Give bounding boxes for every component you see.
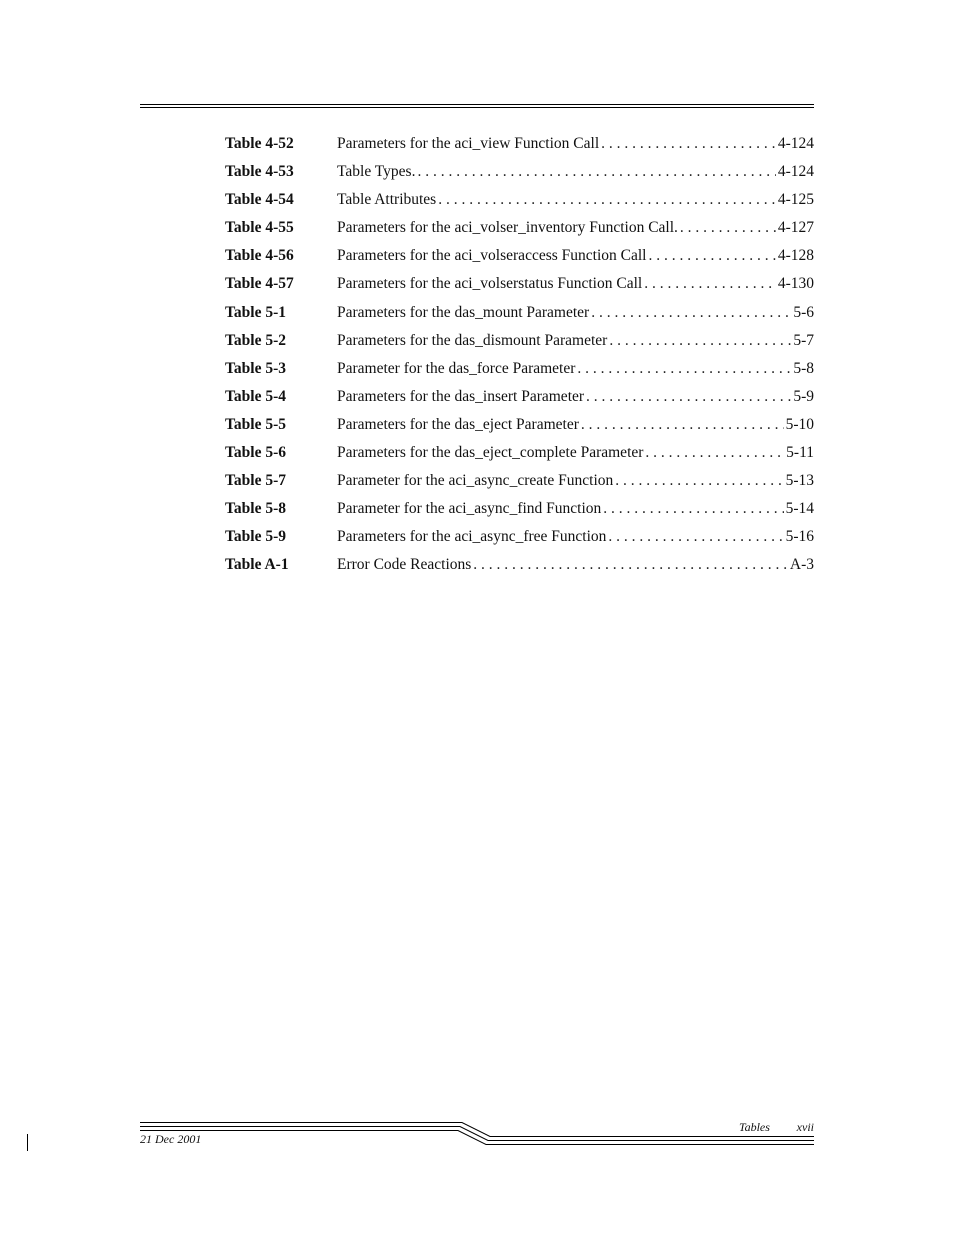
toc-entry[interactable]	[225, 274, 814, 302]
toc-entry-title-line	[337, 527, 814, 547]
toc-entry-page: 4-127	[777, 219, 814, 237]
toc-entry-page: A-3	[789, 556, 814, 574]
toc-entry-title-line	[337, 162, 814, 182]
toc-entry-title-line	[337, 555, 814, 575]
footer-section-name: Tables	[739, 1120, 770, 1134]
toc-entry-number: Table A-1	[225, 556, 289, 574]
toc-entry-title: Parameters for the aci_view Function Call	[337, 135, 600, 152]
toc-dot-leader	[603, 499, 783, 519]
toc-entry-title-line	[337, 134, 814, 154]
toc-entry-page: 5-9	[793, 387, 814, 405]
toc-entry-title: Parameters for the das_insert Parameter	[337, 387, 585, 405]
toc-entry[interactable]	[225, 134, 814, 162]
toc-entry[interactable]	[225, 162, 814, 190]
toc-entry-number: Table 5-3	[225, 359, 287, 377]
toc-entry-page: 5-7	[793, 331, 814, 349]
toc-entry[interactable]	[225, 359, 814, 387]
toc-entry-title-line	[337, 331, 814, 351]
toc-entry-page: 5-10	[785, 415, 814, 433]
toc-entry[interactable]	[225, 303, 814, 331]
toc-entry[interactable]	[225, 387, 814, 415]
toc-entry-title: Parameter for the aci_async_find Function	[337, 500, 602, 518]
toc-dot-leader	[591, 303, 791, 323]
toc-dot-leader	[609, 331, 791, 351]
toc-entry-page: 4-125	[777, 191, 814, 209]
toc-entry-number: Table 5-5	[225, 415, 287, 433]
toc-entry[interactable]	[225, 218, 814, 246]
toc-dot-leader	[601, 134, 776, 154]
toc-dot-leader	[473, 555, 788, 575]
toc-entry-title-line	[337, 246, 814, 266]
toc-entry-title: Parameters for the das_eject_complete Parameter	[337, 444, 644, 462]
toc-entry-title: Parameters for the aci_volser_inventory Function Call.	[337, 219, 678, 237]
toc-entry-title-line	[337, 471, 814, 491]
toc-entry-page: 4-124	[777, 135, 814, 152]
toc-entry-title: Table Types.	[337, 163, 416, 181]
toc-entry[interactable]	[225, 443, 814, 471]
toc-entry-page: 5-6	[793, 303, 814, 321]
toc-dot-leader	[586, 387, 791, 407]
toc-entry-title: Parameters for the aci_volserstatus Function Call	[337, 275, 643, 293]
header-rule	[140, 104, 814, 112]
toc-entry-number: Table 4-55	[225, 219, 294, 237]
toc-entry-title-line	[337, 387, 814, 407]
toc-entry[interactable]	[225, 331, 814, 359]
toc-entry-number: Table 5-7	[225, 472, 287, 490]
toc-entry-title-line	[337, 190, 814, 210]
footer-date: 21 Dec 2001	[140, 1132, 202, 1146]
toc-dot-leader	[644, 274, 776, 294]
toc-entry[interactable]	[225, 246, 814, 274]
toc-entry-number: Table 5-9	[225, 528, 287, 546]
toc-entry-title-line	[337, 274, 814, 294]
toc-entry-number: Table 4-57	[225, 275, 294, 293]
footer-page-number: xvii	[796, 1120, 814, 1134]
toc-entry-title: Table Attributes	[337, 191, 437, 209]
toc-dot-leader	[648, 246, 775, 266]
toc-entry-title: Error Code Reactions	[337, 556, 472, 574]
toc-dot-leader	[645, 443, 784, 463]
toc-entry[interactable]	[225, 499, 814, 527]
toc-entry-number: Table 5-2	[225, 331, 287, 349]
footer-rule-line-2	[140, 1127, 814, 1141]
toc-entry-title: Parameters for the das_dismount Parameter	[337, 331, 608, 349]
toc-entry-title: Parameter for the das_force Parameter	[337, 359, 576, 377]
toc-entry-title-line	[337, 415, 814, 435]
toc-entry[interactable]	[225, 555, 814, 583]
footer-rule-line-3	[140, 1131, 814, 1145]
toc-entry-number: Table 4-54	[225, 191, 294, 209]
toc-dot-leader	[581, 415, 784, 435]
toc-entry-number: Table 5-8	[225, 500, 287, 518]
toc-entry-number: Table 4-53	[225, 163, 294, 181]
toc-entry[interactable]	[225, 415, 814, 443]
toc-entry-title-line	[337, 218, 814, 238]
toc-entry-title: Parameter for the aci_async_create Function	[337, 472, 614, 490]
toc-entry-page: 4-124	[777, 163, 814, 181]
toc-entry-title-line	[337, 359, 814, 379]
toc-dot-leader	[438, 190, 776, 210]
toc-dot-leader	[577, 359, 791, 379]
toc-entry-page: 4-128	[777, 247, 814, 265]
toc-entry-number: Table 5-4	[225, 387, 287, 405]
toc-entry-page: 5-11	[786, 444, 814, 462]
table-of-tables-list	[225, 134, 814, 584]
toc-entry-page: 5-14	[785, 500, 814, 518]
toc-dot-leader	[608, 527, 783, 547]
toc-entry[interactable]	[225, 190, 814, 218]
toc-entry-page: 5-8	[793, 359, 814, 377]
header-rule-line-thin	[140, 104, 814, 105]
footer-rule-line-1	[140, 1123, 814, 1137]
toc-entry-number: Table 5-1	[225, 303, 287, 321]
header-rule-line-thick	[140, 107, 814, 108]
toc-dot-leader	[680, 218, 776, 238]
toc-entry[interactable]	[225, 527, 814, 555]
toc-dot-leader	[417, 162, 775, 182]
toc-entry-number: Table 4-56	[225, 247, 294, 265]
toc-entry-number: Table 5-6	[225, 444, 287, 462]
toc-entry-page: 5-13	[785, 472, 814, 490]
toc-entry-title-line	[337, 499, 814, 519]
toc-entry-title-line	[337, 303, 814, 323]
toc-entry-number: Table 4-52	[225, 135, 294, 152]
page-footer	[0, 1110, 954, 1170]
toc-entry-title: Parameters for the aci_volseraccess Function Call	[337, 247, 647, 265]
toc-entry-title: Parameters for the das_mount Parameter	[337, 303, 590, 321]
toc-entry-title: Parameters for the das_eject Parameter	[337, 415, 579, 433]
toc-entry-title-line	[337, 443, 814, 463]
toc-dot-leader	[615, 471, 783, 491]
toc-entry-page: 5-16	[785, 528, 814, 546]
toc-entry[interactable]	[225, 471, 814, 499]
toc-entry-page: 4-130	[777, 275, 814, 293]
toc-entry-title: Parameters for the aci_async_free Function	[337, 528, 607, 546]
